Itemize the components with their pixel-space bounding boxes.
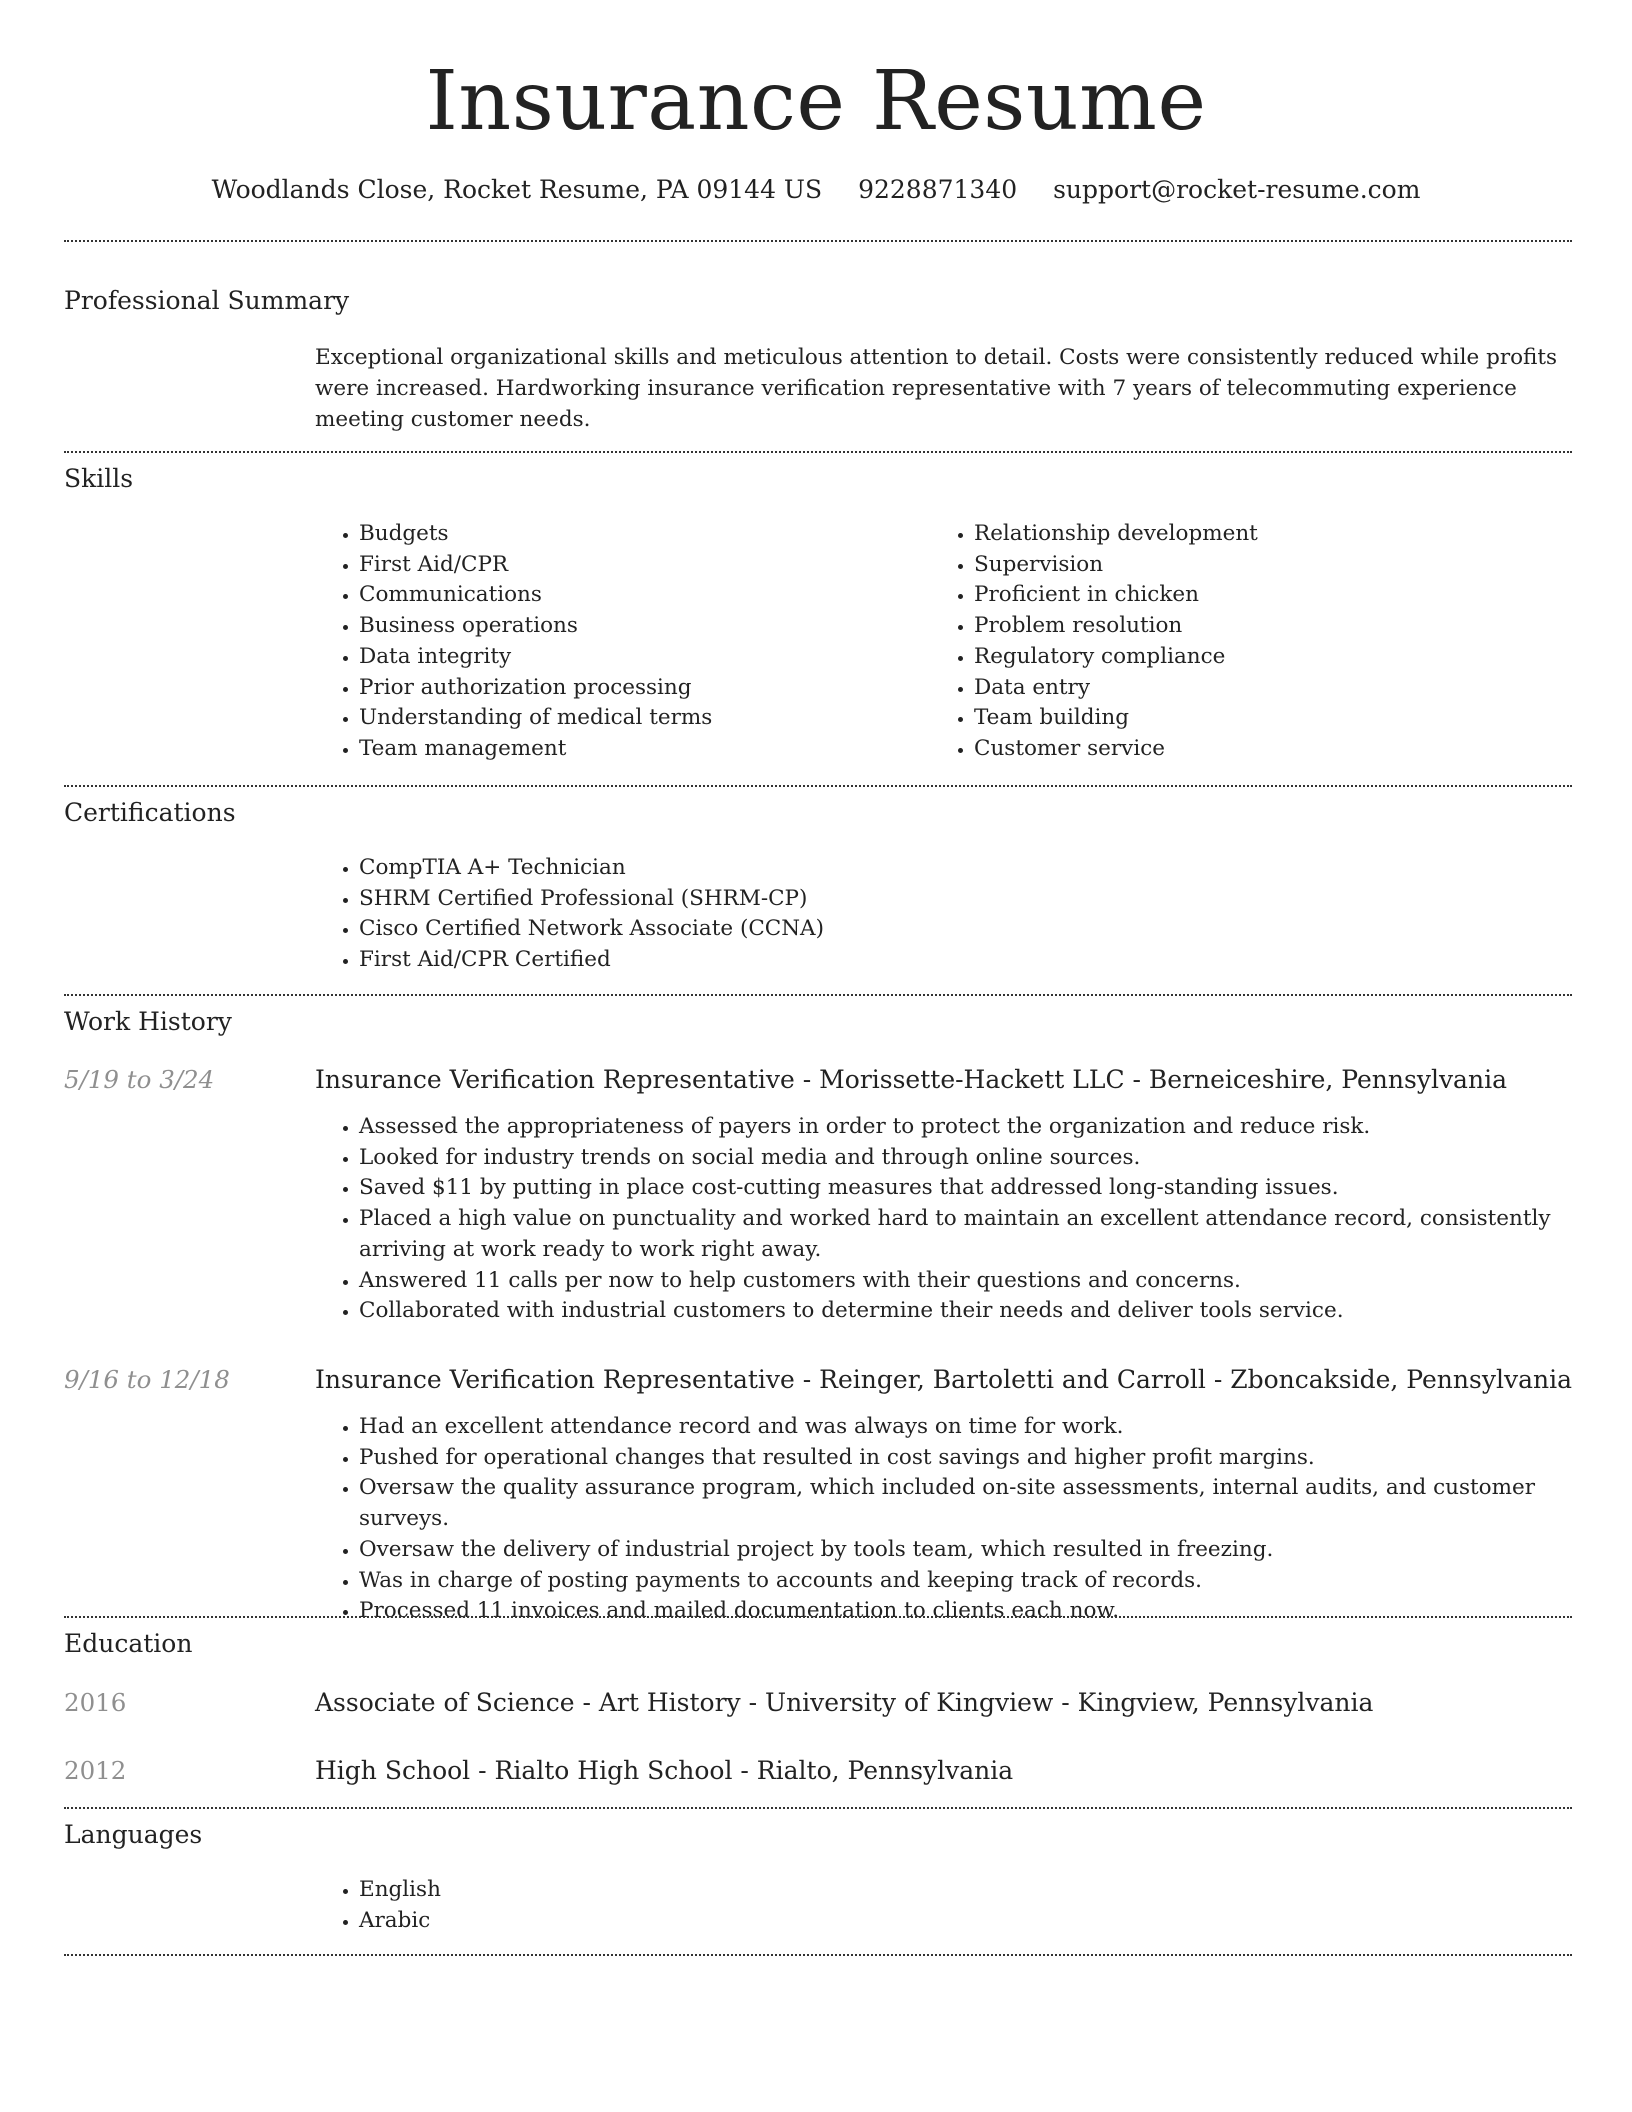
job-title: Insurance Verification Representative - Reinger, Bartoletti and Carroll - Zboncakside, Pennsylvania bbox=[315, 1365, 1572, 1394]
skills-list-right bbox=[930, 519, 1574, 765]
divider bbox=[64, 1807, 1572, 1809]
section-heading-skills: Skills bbox=[64, 464, 134, 493]
contact-line bbox=[0, 172, 1632, 208]
contact-address: Woodlands Close, Rocket Resume, PA 09144 US bbox=[211, 175, 823, 204]
list-item: • Supervision bbox=[974, 550, 1574, 581]
education-year: 2016 bbox=[64, 1688, 127, 1717]
list-item: • Arabic bbox=[359, 1906, 959, 1937]
list-item: • Problem resolution bbox=[974, 611, 1574, 642]
list-item: • Budgets bbox=[359, 519, 919, 550]
job-bullets bbox=[315, 1412, 1621, 1627]
list-item: • Pushed for operational changes that resulted in cost savings and higher profit margins. bbox=[359, 1443, 1621, 1474]
list-item: • Communications bbox=[359, 580, 919, 611]
section-heading-summary: Professional Summary bbox=[64, 286, 350, 315]
list-item: • Answered 11 calls per now to help customers with their questions and concerns. bbox=[359, 1266, 1594, 1297]
list-item: • Oversaw the delivery of industrial project by tools team, which resulted in freezing. bbox=[359, 1535, 1621, 1566]
list-item: • First Aid/CPR Certified bbox=[359, 945, 1559, 976]
divider bbox=[64, 785, 1572, 787]
divider bbox=[64, 240, 1572, 242]
list-item: • Data entry bbox=[974, 673, 1574, 704]
list-item: • Assessed the appropriateness of payers in order to protect the organization and reduce risk. bbox=[359, 1112, 1594, 1143]
contact-phone: 9228871340 bbox=[858, 175, 1018, 204]
education-entry: High School - Rialto High School - Rialto, Pennsylvania bbox=[315, 1756, 1014, 1785]
job-bullets bbox=[315, 1112, 1594, 1327]
list-item: • Prior authorization processing bbox=[359, 673, 919, 704]
list-item: • Was in charge of posting payments to accounts and keeping track of records. bbox=[359, 1566, 1621, 1597]
list-item: • Regulatory compliance bbox=[974, 642, 1574, 673]
list-item: • CompTIA A+ Technician bbox=[359, 853, 1559, 884]
divider bbox=[64, 1616, 1572, 1618]
certifications-list bbox=[315, 853, 1559, 976]
list-item: • Business operations bbox=[359, 611, 919, 642]
list-item: • Processed 11 invoices and mailed documentation to clients each now. bbox=[359, 1596, 1621, 1627]
job-dates: 9/16 to 12/18 bbox=[64, 1365, 230, 1394]
list-item: • Team building bbox=[974, 703, 1574, 734]
resume-name: Insurance Resume bbox=[425, 54, 1207, 149]
job-dates: 5/19 to 3/24 bbox=[64, 1065, 215, 1094]
list-item: • Team management bbox=[359, 734, 919, 765]
section-heading-certifications: Certifications bbox=[64, 798, 236, 827]
divider bbox=[64, 451, 1572, 453]
list-item: • Looked for industry trends on social media and through online sources. bbox=[359, 1143, 1594, 1174]
education-year: 2012 bbox=[64, 1756, 127, 1785]
languages-list bbox=[315, 1875, 959, 1936]
section-heading-languages: Languages bbox=[64, 1820, 203, 1849]
list-item: • Relationship development bbox=[974, 519, 1574, 550]
list-item: • Had an excellent attendance record and was always on time for work. bbox=[359, 1412, 1621, 1443]
section-heading-work-history: Work History bbox=[64, 1007, 232, 1036]
list-item: • Understanding of medical terms bbox=[359, 703, 919, 734]
list-item: • Customer service bbox=[974, 734, 1574, 765]
divider bbox=[64, 1954, 1572, 1956]
list-item: • Proficient in chicken bbox=[974, 580, 1574, 611]
list-item: • Oversaw the quality assurance program, which included on-site assessments, internal audits, and customer surveys. bbox=[359, 1473, 1621, 1534]
list-item: • Cisco Certified Network Associate (CCNA) bbox=[359, 914, 1559, 945]
list-item: • First Aid/CPR bbox=[359, 550, 919, 581]
list-item: • Collaborated with industrial customers to determine their needs and deliver tools service. bbox=[359, 1296, 1594, 1327]
list-item: • SHRM Certified Professional (SHRM-CP) bbox=[359, 884, 1559, 915]
section-heading-education: Education bbox=[64, 1629, 193, 1658]
divider bbox=[64, 994, 1572, 996]
list-item: • Saved $11 by putting in place cost-cutting measures that addressed long-standing issues. bbox=[359, 1173, 1594, 1204]
summary-text: Exceptional organizational skills and meticulous attention to detail. Costs were consistently reduced while profits were increased. Hardworking insurance verification representative with 7 years of telecommuting experience meeting customer needs. bbox=[315, 345, 1558, 432]
list-item: • Placed a high value on punctuality and worked hard to maintain an excellent attendance record, consistently arriving at work ready to work right away. bbox=[359, 1204, 1594, 1265]
education-entry: Associate of Science - Art History - University of Kingview - Kingview, Pennsylvania bbox=[315, 1688, 1374, 1717]
list-item: • Data integrity bbox=[359, 642, 919, 673]
contact-email: support@rocket-resume.com bbox=[1053, 175, 1421, 204]
skills-list-left bbox=[315, 519, 919, 765]
job-title: Insurance Verification Representative - Morissette-Hackett LLC - Berneiceshire, Pennsylvania bbox=[315, 1065, 1507, 1094]
list-item: • English bbox=[359, 1875, 959, 1906]
